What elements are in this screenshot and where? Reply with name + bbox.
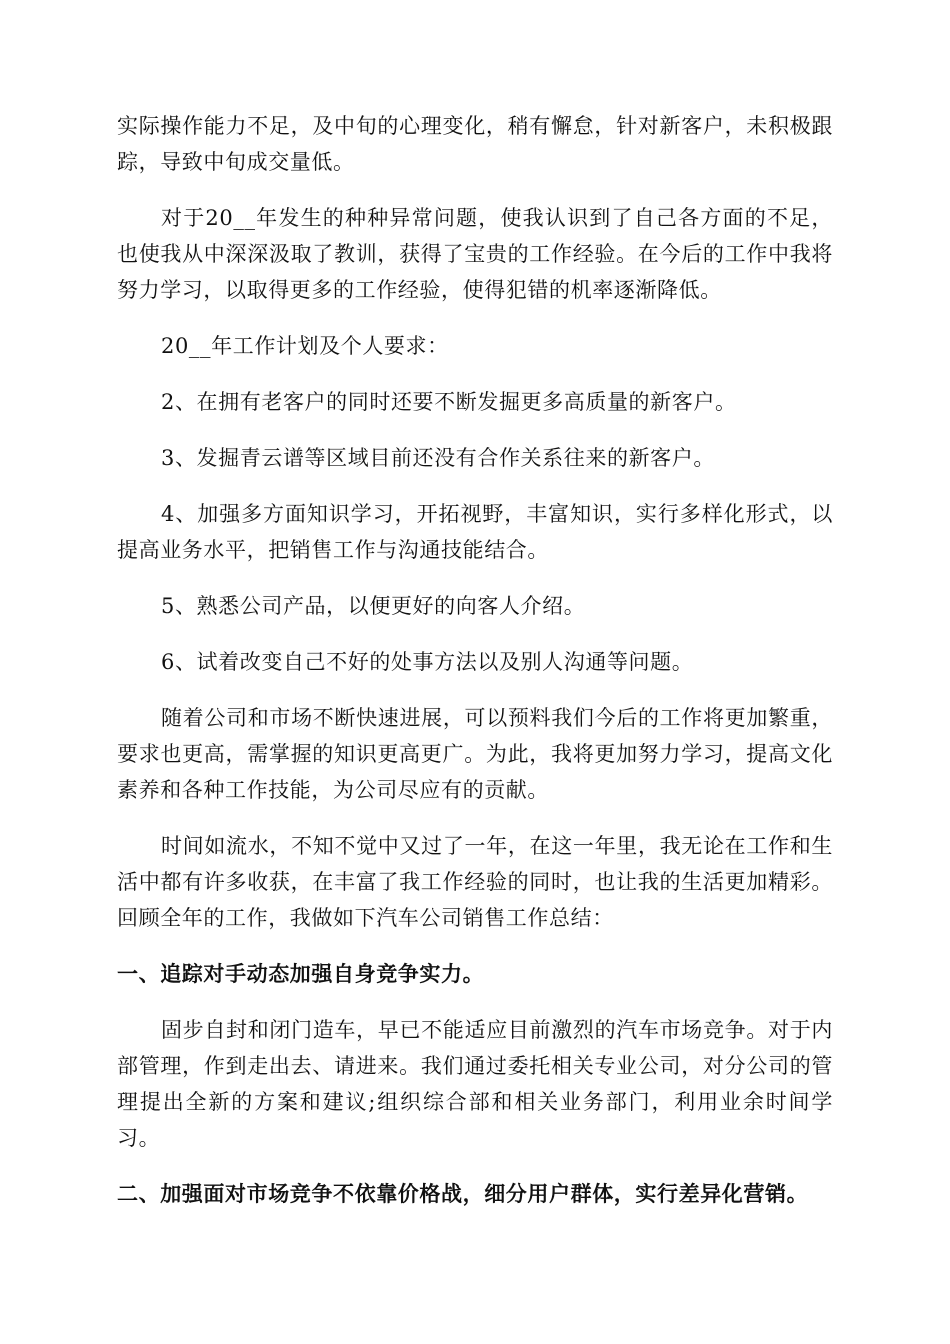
section-heading-2: 二、加强面对市场竞争不依靠价格战，细分用户群体，实行差异化营销。 [117,1182,809,1206]
plan-item-6: 6、试着改变自己不好的处事方法以及别人沟通等问题。 [161,650,694,674]
section-heading-1: 一、追踪对手动态加强自身竞争实力。 [117,962,485,986]
paragraph-outlook: 随着公司和市场不断快速进展，可以预料我们今后的工作将更加繁重，要求也更高，需掌握的知识更高更广。为此，我将更加努力学习，提高文化素养和各种工作技能，为公司尽应有的贡献。 [117,706,833,802]
paragraph-lessons: 对于20__年发生的种种异常问题，使我认识到了自己各方面的不足，也使我从中深深汲取了教训，获得了宝贵的工作经验。在今后的工作中我将努力学习，以取得更多的工作经验，使得犯错的机率逐渐降低。 [117,206,833,302]
plan-item-4: 4、加强多方面知识学习，开拓视野，丰富知识，实行多样化形式，以提高业务水平，把销售工作与沟通技能结合。 [117,502,833,562]
paragraph-intro-continuation: 实际操作能力不足，及中旬的心理变化，稍有懈怠，针对新客户，未积极跟踪，导致中旬成交量低。 [117,114,833,174]
plan-item-3: 3、发掘青云谱等区域目前还没有合作关系往来的新客户。 [161,446,715,470]
document-page [117,108,833,1232]
paragraph-plan-title: 20__年工作计划及个人要求： [161,334,449,358]
paragraph-year-review: 时间如流水，不知不觉中又过了一年，在这一年里，我无论在工作和生活中都有许多收获，在丰富了我工作经验的同时，也让我的生活更加精彩。回顾全年的工作，我做如下汽车公司销售工作总结： [117,834,833,930]
plan-item-5: 5、熟悉公司产品，以便更好的向客人介绍。 [161,594,586,618]
plan-item-2: 2、在拥有老客户的同时还要不断发掘更多高质量的新客户。 [161,390,737,414]
paragraph-section-1: 固步自封和闭门造车，早已不能适应目前激烈的汽车市场竞争。对于内部管理，作到走出去、请进来。我们通过委托相关专业公司，对分公司的管理提出全新的方案和建议;组织综合部和相关业务部门，利用业余时间学习。 [117,1018,833,1150]
